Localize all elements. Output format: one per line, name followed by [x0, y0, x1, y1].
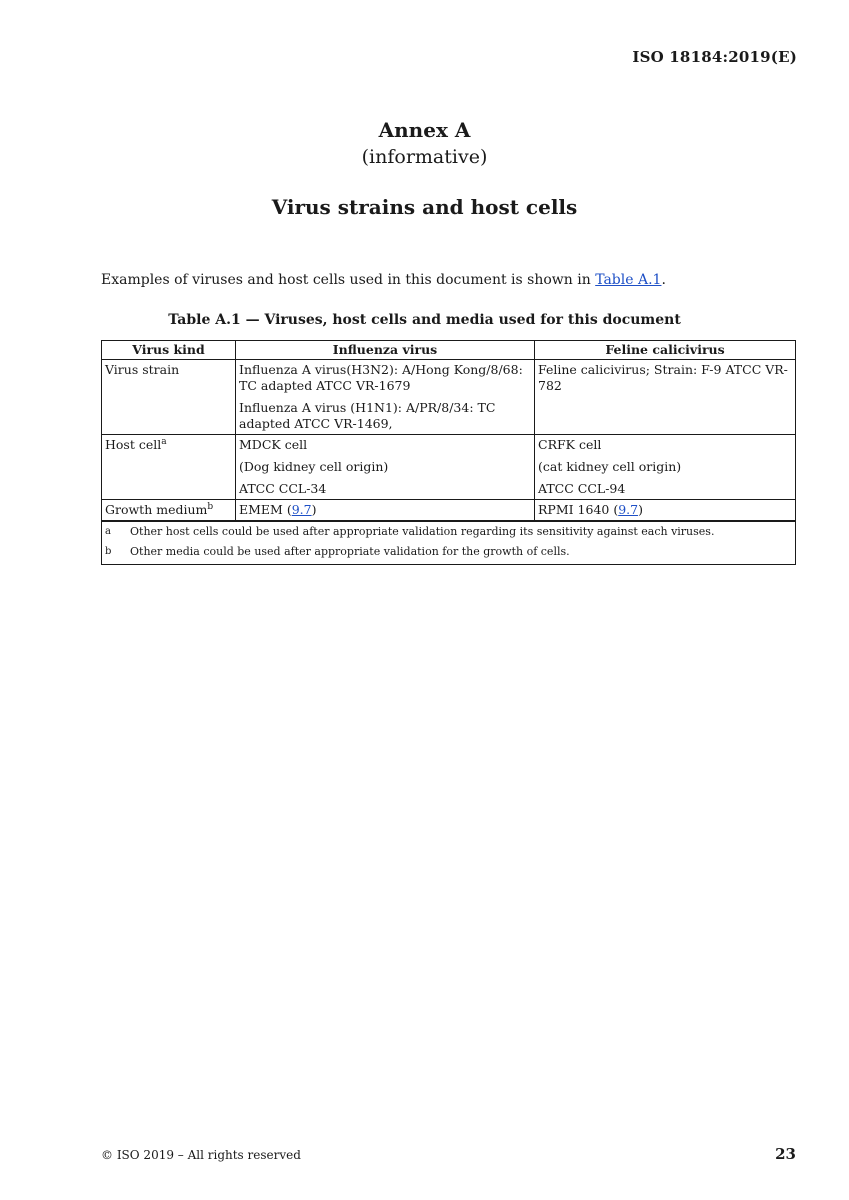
host-cell-label-cell [102, 435, 236, 500]
feline-medium-link[interactable]: 9.7 [618, 502, 639, 517]
footnote-mark-a: a [161, 436, 167, 447]
footnote-mark-b: b [207, 501, 214, 512]
document-reference: ISO 18184:2019(E) [632, 48, 797, 66]
influenza-host-2: (Dog kidney cell origin) [239, 459, 389, 474]
table-header-row [102, 341, 796, 360]
header-feline: Feline calicivirus [535, 341, 796, 360]
feline-medium-text: RPMI 1640 ( [538, 502, 619, 517]
virus-strain-feline: Feline calicivirus; Strain: F-9 ATCC VR-782 [535, 360, 796, 435]
row-virus-strain [102, 360, 796, 435]
host-cell-feline [535, 435, 796, 500]
footnote-a-text: Other host cells could be used after appropriate validation regarding its sensitivity against each viruses. [130, 525, 715, 538]
influenza-strain-1: Influenza A virus(H3N2): A/Hong Kong/8/68: TC adapted ATCC VR-1679 [239, 362, 523, 393]
feline-host-1: CRFK cell [538, 437, 602, 452]
row-host-cell [102, 435, 796, 500]
annex-heading: Virus strains and host cells [271, 195, 578, 219]
table-a1-link[interactable]: Table A.1 [595, 272, 662, 288]
host-cell-label: Host cell [105, 437, 162, 452]
feline-host-2: (cat kidney cell origin) [538, 459, 682, 474]
table-caption: Table A.1 — Viruses, host cells and media used for this document [168, 312, 681, 328]
footnote-a-mark: a [105, 526, 111, 537]
annex-subtitle: (informative) [361, 146, 488, 168]
influenza-medium-text: EMEM ( [239, 502, 292, 517]
growth-medium-label-cell [102, 500, 236, 522]
host-cell-influenza [236, 435, 535, 500]
growth-medium-label: Growth medium [105, 502, 208, 517]
header-influenza: Influenza virus [236, 341, 535, 360]
footnote-b [105, 544, 792, 559]
row-footnotes [102, 521, 796, 565]
feline-host-3: ATCC CCL-94 [538, 481, 626, 496]
row-growth-medium [102, 500, 796, 522]
virus-table [101, 340, 796, 565]
influenza-host-3: ATCC CCL-34 [239, 481, 327, 496]
virus-strain-label: Virus strain [102, 360, 236, 435]
copyright-notice: © ISO 2019 – All rights reserved [101, 1148, 301, 1162]
footnote-b-mark: b [105, 546, 112, 557]
influenza-medium-end: ) [311, 502, 317, 517]
page-number: 23 [775, 1145, 796, 1163]
growth-medium-feline [535, 500, 796, 522]
influenza-host-1: MDCK cell [239, 437, 308, 452]
intro-end: . [661, 272, 666, 288]
annex-title: Annex A [378, 118, 471, 142]
feline-medium-end: ) [638, 502, 643, 517]
footnote-a [105, 524, 792, 539]
intro-text: Examples of viruses and host cells used in this document is shown in [101, 272, 596, 288]
influenza-strain-2: Influenza A virus (H1N1): A/PR/8/34: TC adapted ATCC VR-1469, [239, 400, 496, 431]
influenza-medium-link[interactable]: 9.7 [291, 502, 312, 517]
intro-paragraph [101, 272, 666, 288]
header-virus-kind: Virus kind [102, 341, 236, 360]
growth-medium-influenza [236, 500, 535, 522]
footnotes-cell [102, 521, 796, 565]
footnote-b-text: Other media could be used after appropriate validation for the growth of cells. [130, 545, 570, 558]
virus-strain-influenza [236, 360, 535, 435]
